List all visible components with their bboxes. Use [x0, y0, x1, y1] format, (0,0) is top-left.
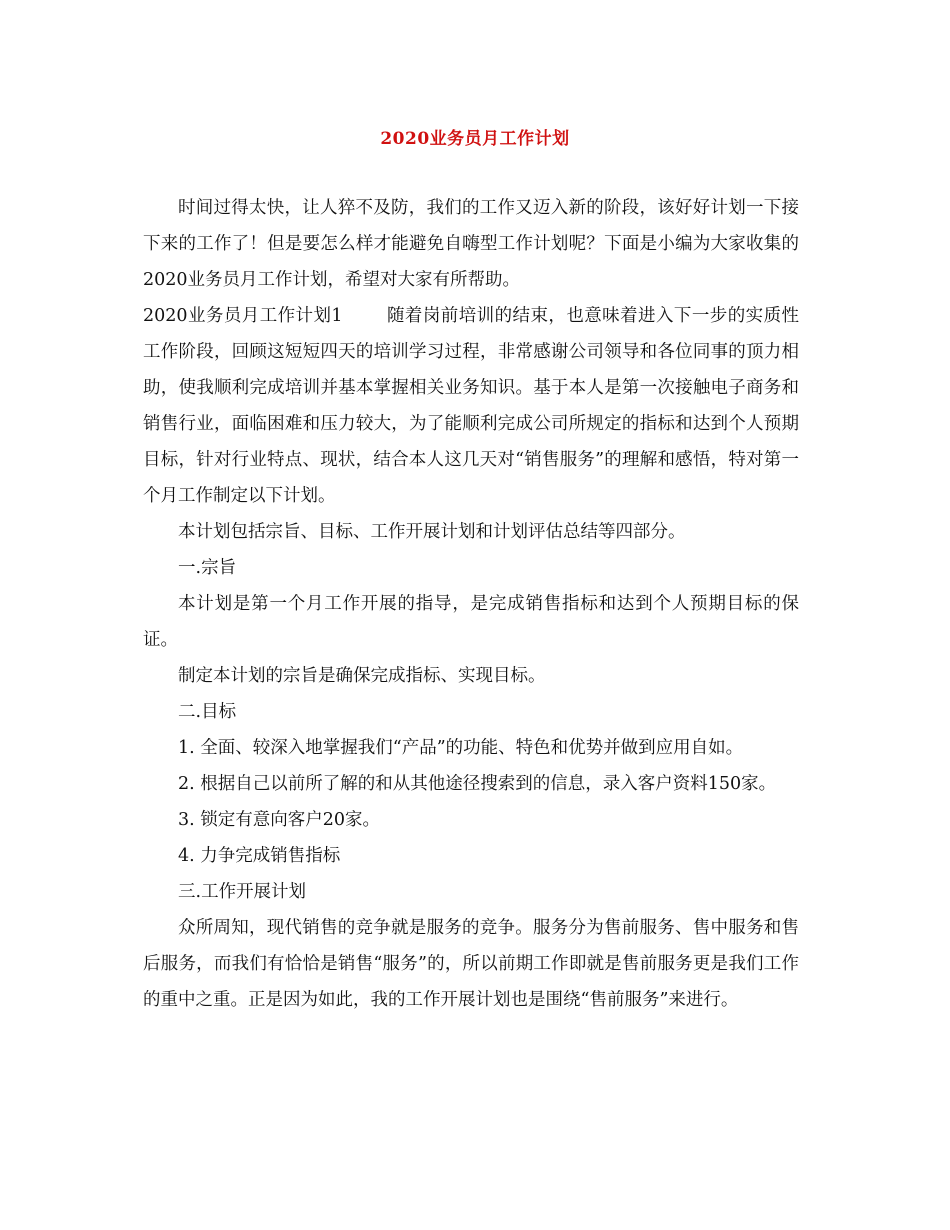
goal-item-2: 2. 根据自己以前所了解的和从其他途径搜索到的信息，录入客户资料150家。 — [178, 774, 777, 794]
section1-paragraph-2: 制定本计划的宗旨是确保完成指标、实现目标。 — [178, 666, 546, 686]
intro-paragraph: 时间过得太快，让人猝不及防，我们的工作又迈入新的阶段，该好好计划一下接下来的工作了！但是要怎么样才能避免自嗨型工作计划呢？下面是小编为大家收集的2020业务员月工作计划，希望对大家有所帮助。 — [143, 198, 799, 290]
goal-item-1: 1. 全面、较深入地掌握我们“产品”的功能、特色和优势并做到应用自如。 — [178, 738, 744, 758]
plan1-heading: 2020业务员月工作计划1 — [143, 306, 343, 326]
plan1-paragraph — [143, 298, 799, 514]
goal-item-3: 3. 锁定有意向客户20家。 — [178, 810, 381, 830]
document-body — [143, 190, 799, 1018]
section3-paragraph-1: 众所周知，现代销售的竞争就是服务的竞争。服务分为售前服务、售中服务和售后服务，而我们有恰恰是销售“服务”的，所以前期工作即就是售前服务更是我们工作的重中之重。正是因为如此，我的工作开展计划也是围绕“售前服务”来进行。 — [143, 918, 799, 1010]
section1-heading: 一.宗旨 — [178, 558, 237, 578]
section1-paragraph-1: 本计划是第一个月工作开展的指导，是完成销售指标和达到个人预期目标的保证。 — [143, 594, 799, 650]
section2-heading: 二.目标 — [178, 702, 237, 722]
goal-item-4: 4. 力争完成销售指标 — [178, 846, 341, 866]
section3-heading: 三.工作开展计划 — [178, 882, 307, 902]
document-title: 2020业务员月工作计划 — [380, 129, 570, 149]
scope-paragraph: 本计划包括宗旨、目标、工作开展计划和计划评估总结等四部分。 — [178, 522, 686, 542]
plan1-body: 随着岗前培训的结束，也意味着进入下一步的实质性工作阶段，回顾这短短四天的培训学习过程，非常感谢公司领导和各位同事的顶力相助，使我顺利完成培训并基本掌握相关业务知识。基于本人是第一次接触电子商务和销售行业，面临困难和压力较大，为了能顺利完成公司所规定的指标和达到个人预期目标，针对行业特点、现状，结合本人这几天对“销售服务”的理解和感悟，特对第一个月工作制定以下计划。 — [143, 306, 799, 506]
